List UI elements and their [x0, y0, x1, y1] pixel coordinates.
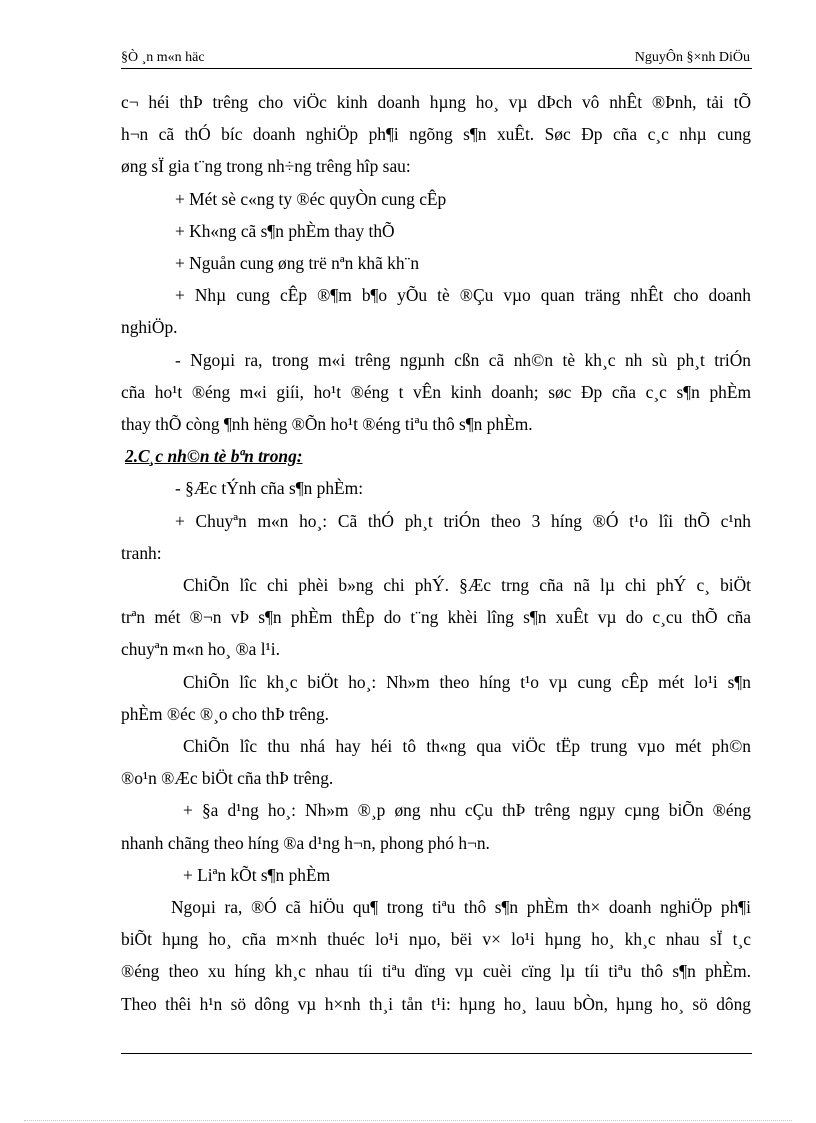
text-line: øng sÏ gia t¨ng trong nh÷ng trêng hîp sau: [121, 156, 411, 177]
text-line: tranh: [121, 542, 162, 563]
footer-rule [121, 1053, 752, 1054]
page-edge-divider [24, 1120, 792, 1121]
text-line: trªn mét ®¬n vÞ s¶n phÈm thÊp do t¨ng khèi lîng s¶n xuÊt vµ do c¸cu thÕ cña [121, 607, 751, 628]
text-line: phÈm ®éc ®¸o cho thÞ trêng. [121, 703, 330, 724]
header-author-name: NguyÔn §×nh DiÖu [634, 50, 750, 65]
text-line: cña ho¹t ®éng m«i giíi, ho¹t ®éng t vÊn kinh doanh; søc Ðp cña c¸c s¶n phÈm [121, 381, 751, 402]
text-line: nghiÖp. [121, 317, 178, 338]
page-header [121, 48, 752, 69]
list-item: + Liªn kÕt s¶n phÈm [183, 864, 331, 885]
document-body [121, 86, 751, 1020]
list-item: + Mét sè c«ng ty ®éc quyÒn cung cÊp [175, 188, 447, 209]
text-line: thay thÕ còng ¶nh hëng ®Õn ho¹t ®éng tiªu thô s¶n phÈm. [121, 414, 533, 435]
text-line: h¬n cã thÓ bíc doanh nghiÖp ph¶i ngõng s¶n xuÊt. Søc Ðp cña c¸c nhµ cung [121, 124, 751, 145]
text-line: Theo thêi h¹n sö dông vµ h×nh th¸i tån t¹i: hµng ho¸ lauu bÒn, hµng ho¸ sö dông [121, 993, 751, 1014]
text-line: ChiÕn lîc kh¸c biÖt ho¸: Nh»m theo híng t¹o vµ cung cÊp mét lo¹i s¶n [183, 671, 751, 692]
text-line: ®o¹n ®Æc biÖt cña thÞ trêng. [121, 768, 334, 789]
text-line: ChiÕn lîc thu nhá hay héi tô th«ng qua viÖc tËp trung vµo mét ph©n [183, 736, 751, 757]
list-item: + Chuyªn m«n ho¸: Cã thÓ ph¸t triÓn theo 3 híng ®Ó t¹o lîi thÕ c¹nh [175, 510, 751, 531]
text-line: nhanh chãng theo híng ®a d¹ng h¬n, phong phó h¬n. [121, 832, 490, 853]
text-line: biÕt hµng ho¸ cña m×nh thuéc lo¹i nµo, bëi v× lo¹i hµng ho¸ kh¸c nhau sÏ t¸c [121, 929, 751, 950]
text-line: chuyªn m«n ho¸ ®a l¹i. [121, 639, 280, 660]
header-document-title: §Ò ¸n m«n häc [121, 50, 205, 65]
text-line: ChiÕn lîc chi phèi b»ng chi phÝ. §Æc trng cña nã lµ chi phÝ c¸ biÖt [183, 575, 751, 596]
list-item: + §a d¹ng ho¸: Nh»m ®¸p øng nhu cÇu thÞ trêng ngµy cµng biÕn ®éng [183, 800, 751, 821]
text-line: - §Æc tÝnh cña s¶n phÈm: [175, 478, 364, 499]
text-line: c¬ héi thÞ trêng cho viÖc kinh doanh hµng ho¸ vµ dÞch vô nhÊt ®Þnh, tải tÕ [121, 92, 751, 112]
list-item: + Nhµ cung cÊp ®¶m b¶o yÕu tè ®Çu vµo quan träng nhÊt cho doanh [175, 285, 751, 306]
list-item: + Kh«ng cã s¶n phÈm thay thÕ [175, 220, 395, 241]
section-heading: 2.C¸c nh©n tè bªn trong: [125, 446, 303, 467]
list-item: + Nguån cung øng trë nªn khã kh¨n [175, 253, 420, 274]
text-line: - Ngoµi ra, trong m«i trêng ngµnh cßn cã nh©n tè kh¸c nh sù ph¸t triÓn [175, 349, 751, 370]
text-line: ®éng theo xu híng kh¸c nhau tíi tiªu dïng vµ cuèi cïng lµ tíi tiªu thô s¶n phÈm. [121, 961, 751, 982]
text-line: Ngoµi ra, ®Ó cã hiÖu qu¶ trong tiªu thô s¶n phÈm th× doanh nghiÖp ph¶i [171, 897, 751, 918]
